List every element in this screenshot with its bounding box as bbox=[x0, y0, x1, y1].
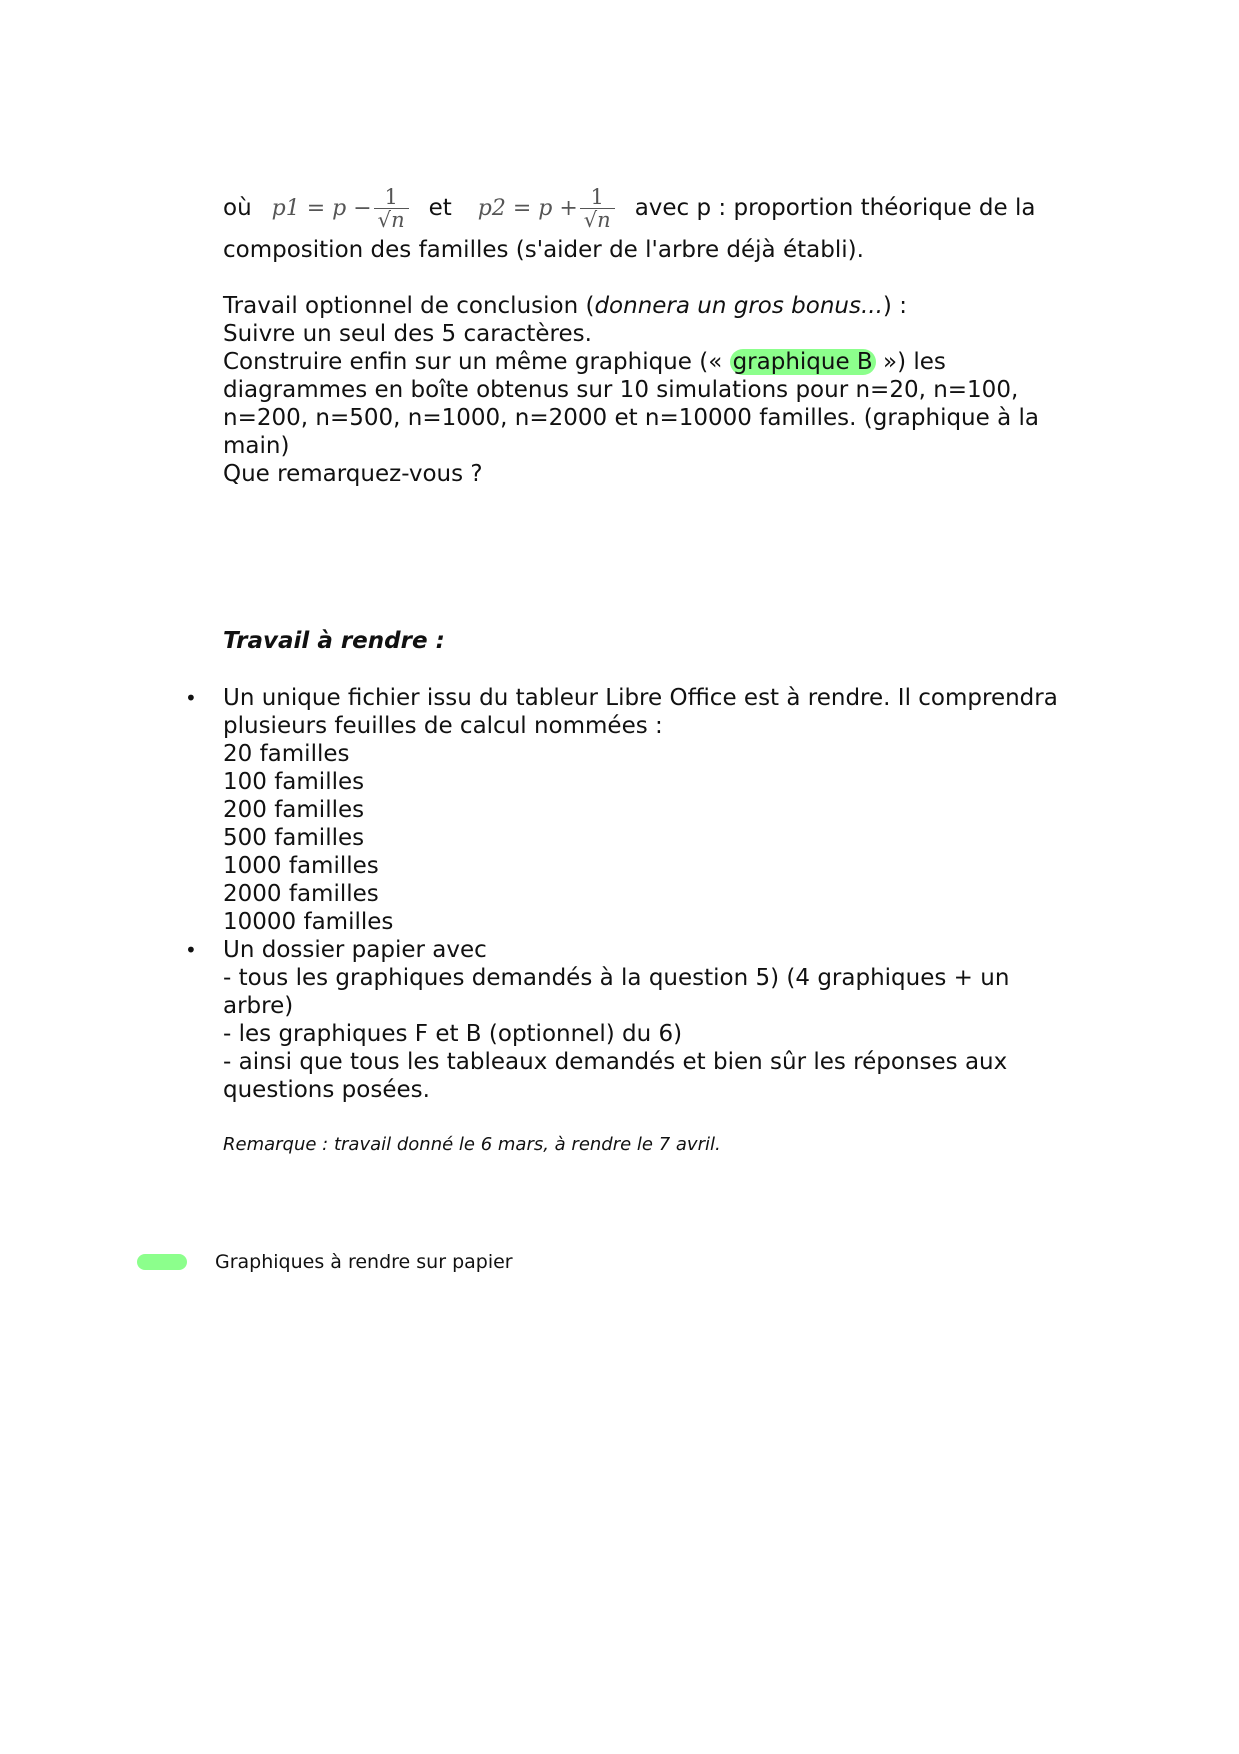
sheet-name: 20 familles bbox=[223, 741, 350, 767]
optional-work-line: diagrammes en boîte obtenus sur 10 simulations pour n=20, n=100, bbox=[223, 377, 1019, 403]
formula-continuation: composition des familles (s'aider de l'arbre déjà établi). bbox=[223, 237, 864, 263]
highlighted-graph-b: graphique B bbox=[730, 349, 876, 375]
fraction-denominator bbox=[580, 208, 615, 231]
formula-suffix: avec p : proportion théorique de la bbox=[634, 195, 1036, 221]
optional-work-text: ») les bbox=[883, 349, 946, 375]
deliverable-item-2-cont: arbre) bbox=[223, 993, 294, 1019]
deliverable-item-2: Un dossier papier avec bbox=[223, 937, 487, 963]
deliverable-item-2-cont: - ainsi que tous les tableaux demandés et bien sûr les réponses aux bbox=[223, 1049, 1008, 1075]
fraction-numerator: 1 bbox=[590, 185, 604, 209]
bullet-icon: • bbox=[185, 938, 197, 962]
remark: Remarque : travail donné le 6 mars, à rendre le 7 avril. bbox=[223, 1134, 721, 1155]
optional-work-question: Que remarquez-vous ? bbox=[223, 461, 483, 487]
deliverables-heading: Travail à rendre : bbox=[223, 628, 445, 654]
bullet-icon: • bbox=[185, 686, 197, 710]
fraction-denominator bbox=[374, 208, 409, 231]
sheet-name: 1000 familles bbox=[223, 853, 379, 879]
optional-work-text: Construire enfin sur un même graphique (« bbox=[223, 349, 723, 375]
legend-label: Graphiques à rendre sur papier bbox=[215, 1251, 513, 1273]
deliverable-item-2-cont: questions posées. bbox=[223, 1077, 430, 1103]
formula-prefix: où bbox=[223, 195, 252, 221]
sheet-name: 100 familles bbox=[223, 769, 365, 795]
sheet-name: 200 familles bbox=[223, 797, 365, 823]
formula-conjunction: et bbox=[428, 195, 452, 221]
optional-work-line bbox=[223, 348, 946, 376]
formula-p2-fraction bbox=[580, 186, 615, 231]
deliverable-item-2-cont: - tous les graphiques demandés à la question 5) (4 graphiques + un bbox=[223, 965, 1010, 991]
formula-p1: p1 = p − bbox=[271, 195, 372, 221]
sheet-name: 10000 familles bbox=[223, 909, 394, 935]
sqrt-icon: √ bbox=[583, 208, 598, 232]
optional-work-bonus: donnera un gros bonus... bbox=[594, 293, 883, 319]
fraction-denominator-value: n bbox=[391, 208, 405, 232]
sheet-name: 500 familles bbox=[223, 825, 365, 851]
optional-work-title-end: ) : bbox=[882, 293, 907, 319]
optional-work-title bbox=[223, 292, 907, 320]
sheet-name: 2000 familles bbox=[223, 881, 379, 907]
formula-line bbox=[223, 186, 1035, 231]
fraction-numerator: 1 bbox=[384, 185, 398, 209]
optional-work-line: n=200, n=500, n=1000, n=2000 et n=10000 familles. (graphique à la bbox=[223, 405, 1039, 431]
legend-swatch bbox=[137, 1254, 187, 1270]
deliverable-item-1: Un unique fichier issu du tableur Libre Office est à rendre. Il comprendra bbox=[223, 685, 1058, 711]
deliverable-item-2-cont: - les graphiques F et B (optionnel) du 6) bbox=[223, 1021, 683, 1047]
optional-work-line: main) bbox=[223, 433, 290, 459]
fraction-denominator-value: n bbox=[597, 208, 611, 232]
sqrt-icon: √ bbox=[377, 208, 392, 232]
formula-p2: p2 = p + bbox=[477, 195, 578, 221]
deliverable-item-1-cont: plusieurs feuilles de calcul nommées : bbox=[223, 713, 663, 739]
formula-p1-fraction bbox=[374, 186, 409, 231]
optional-work-title-start: Travail optionnel de conclusion ( bbox=[223, 293, 595, 319]
optional-work-line: Suivre un seul des 5 caractères. bbox=[223, 321, 592, 347]
